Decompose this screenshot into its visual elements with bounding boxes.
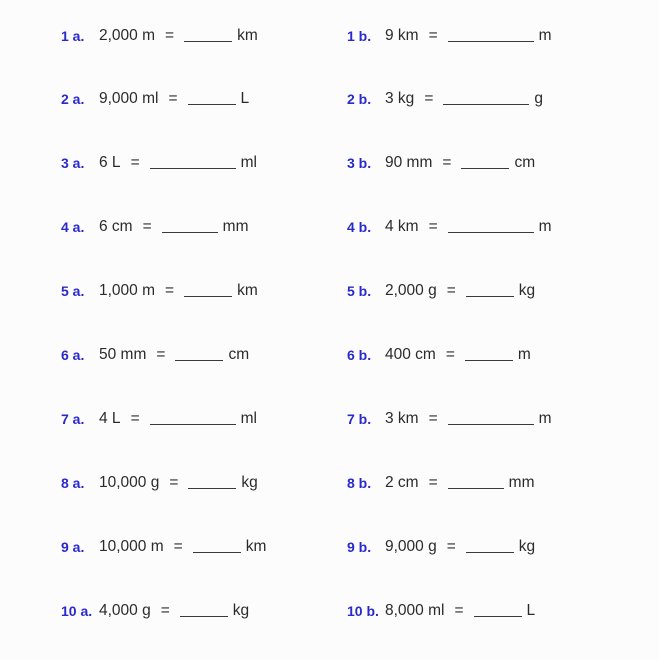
- problem-8a: [61, 471, 258, 495]
- target-unit: L: [526, 602, 536, 619]
- equals-sign: =: [142, 218, 152, 235]
- answer-blank[interactable]: [461, 155, 509, 169]
- problem-6b: [347, 343, 531, 367]
- target-unit: m: [538, 410, 552, 427]
- equals-sign: =: [428, 218, 438, 235]
- answer-blank[interactable]: [466, 539, 514, 553]
- problem-number: 4 a.: [61, 219, 85, 235]
- answer-blank[interactable]: [448, 411, 534, 425]
- given-quantity: 400 cm: [385, 346, 436, 363]
- target-unit: kg: [518, 538, 536, 555]
- problem-number: 9 b.: [347, 539, 372, 555]
- given-quantity: 6 L: [99, 154, 121, 171]
- target-unit: L: [240, 90, 250, 107]
- problem-4b: [347, 215, 552, 239]
- answer-blank[interactable]: [448, 475, 504, 489]
- answer-blank[interactable]: [188, 475, 236, 489]
- target-unit: km: [237, 27, 258, 44]
- answer-blank[interactable]: [465, 347, 513, 361]
- answer-blank[interactable]: [184, 28, 232, 42]
- target-unit: mm: [508, 474, 535, 491]
- equals-sign: =: [156, 346, 166, 363]
- given-quantity: 3 kg: [385, 90, 415, 107]
- problem-number: 10 a.: [61, 603, 93, 619]
- equals-sign: =: [169, 474, 179, 491]
- given-quantity: 10,000 g: [99, 474, 160, 491]
- target-unit: g: [534, 90, 543, 107]
- equals-sign: =: [130, 154, 140, 171]
- equals-sign: =: [173, 538, 183, 555]
- answer-blank[interactable]: [175, 347, 223, 361]
- problem-5b: [347, 279, 535, 303]
- given-quantity: 4 km: [385, 218, 419, 235]
- given-quantity: 1,000 m: [99, 282, 156, 299]
- answer-blank[interactable]: [150, 411, 236, 425]
- problem-4a: [61, 215, 248, 239]
- problem-7b: [347, 407, 552, 431]
- target-unit: cm: [514, 154, 536, 171]
- problem-1a: [61, 24, 258, 48]
- given-quantity: 2,000 m: [99, 27, 156, 44]
- given-quantity: 9 km: [385, 27, 419, 44]
- given-quantity: 10,000 m: [99, 538, 164, 555]
- answer-blank[interactable]: [150, 155, 236, 169]
- problem-10b: [347, 599, 535, 623]
- problem-number: 3 b.: [347, 155, 372, 171]
- problem-number: 1 a.: [61, 28, 85, 44]
- equals-sign: =: [160, 602, 170, 619]
- problem-number: 5 b.: [347, 283, 372, 299]
- problem-7a: [61, 407, 257, 431]
- answer-blank[interactable]: [162, 219, 218, 233]
- given-quantity: 2 cm: [385, 474, 419, 491]
- target-unit: km: [237, 282, 258, 299]
- problem-1b: [347, 24, 552, 48]
- equals-sign: =: [454, 602, 464, 619]
- target-unit: m: [538, 218, 552, 235]
- given-quantity: 50 mm: [99, 346, 147, 363]
- answer-blank[interactable]: [466, 283, 514, 297]
- problem-2a: [61, 87, 249, 111]
- answer-blank[interactable]: [448, 219, 534, 233]
- equals-sign: =: [165, 27, 175, 44]
- problem-9b: [347, 535, 535, 559]
- problem-8b: [347, 471, 534, 495]
- problem-number: 4 b.: [347, 219, 372, 235]
- problem-number: 8 b.: [347, 475, 372, 491]
- problem-number: 9 a.: [61, 539, 85, 555]
- target-unit: kg: [241, 474, 258, 491]
- problem-number: 7 b.: [347, 411, 372, 427]
- target-unit: cm: [228, 346, 250, 363]
- given-quantity: 6 cm: [99, 218, 133, 235]
- given-quantity: 4,000 g: [99, 602, 151, 619]
- equals-sign: =: [445, 346, 455, 363]
- problem-5a: [61, 279, 258, 303]
- problem-3a: [61, 151, 257, 175]
- target-unit: kg: [232, 602, 250, 619]
- problem-3b: [347, 151, 535, 175]
- target-unit: m: [538, 27, 552, 44]
- problem-number: 5 a.: [61, 283, 85, 299]
- answer-blank[interactable]: [193, 539, 241, 553]
- target-unit: mm: [222, 218, 249, 235]
- problem-6a: [61, 343, 249, 367]
- equals-sign: =: [446, 538, 456, 555]
- problem-number: 3 a.: [61, 155, 85, 171]
- problem-2b: [347, 87, 543, 111]
- equals-sign: =: [165, 282, 175, 299]
- problem-number: 6 b.: [347, 347, 372, 363]
- given-quantity: 8,000 ml: [385, 602, 445, 619]
- target-unit: km: [245, 538, 267, 555]
- target-unit: ml: [240, 154, 257, 171]
- target-unit: m: [517, 346, 531, 363]
- given-quantity: 3 km: [385, 410, 419, 427]
- given-quantity: 9,000 ml: [99, 90, 159, 107]
- target-unit: kg: [518, 282, 536, 299]
- answer-blank[interactable]: [180, 603, 228, 617]
- equals-sign: =: [428, 474, 438, 491]
- problem-9a: [61, 535, 266, 559]
- problem-number: 10 b.: [347, 603, 379, 619]
- answer-blank[interactable]: [443, 91, 529, 105]
- given-quantity: 2,000 g: [385, 282, 437, 299]
- problem-number: 6 a.: [61, 347, 85, 363]
- problem-number: 8 a.: [61, 475, 85, 491]
- problem-number: 1 b.: [347, 28, 372, 44]
- problem-number: 7 a.: [61, 411, 85, 427]
- equals-sign: =: [168, 90, 178, 107]
- problem-10a: [61, 599, 249, 623]
- equals-sign: =: [130, 410, 140, 427]
- equals-sign: =: [424, 90, 434, 107]
- target-unit: ml: [240, 410, 257, 427]
- equals-sign: =: [428, 410, 438, 427]
- equals-sign: =: [446, 282, 456, 299]
- given-quantity: 4 L: [99, 410, 121, 427]
- answer-blank[interactable]: [448, 28, 534, 42]
- answer-blank[interactable]: [474, 603, 522, 617]
- answer-blank[interactable]: [184, 283, 232, 297]
- equals-sign: =: [428, 27, 438, 44]
- given-quantity: 90 mm: [385, 154, 433, 171]
- equals-sign: =: [442, 154, 452, 171]
- problem-number: 2 a.: [61, 91, 85, 107]
- problem-number: 2 b.: [347, 91, 372, 107]
- given-quantity: 9,000 g: [385, 538, 437, 555]
- answer-blank[interactable]: [188, 91, 236, 105]
